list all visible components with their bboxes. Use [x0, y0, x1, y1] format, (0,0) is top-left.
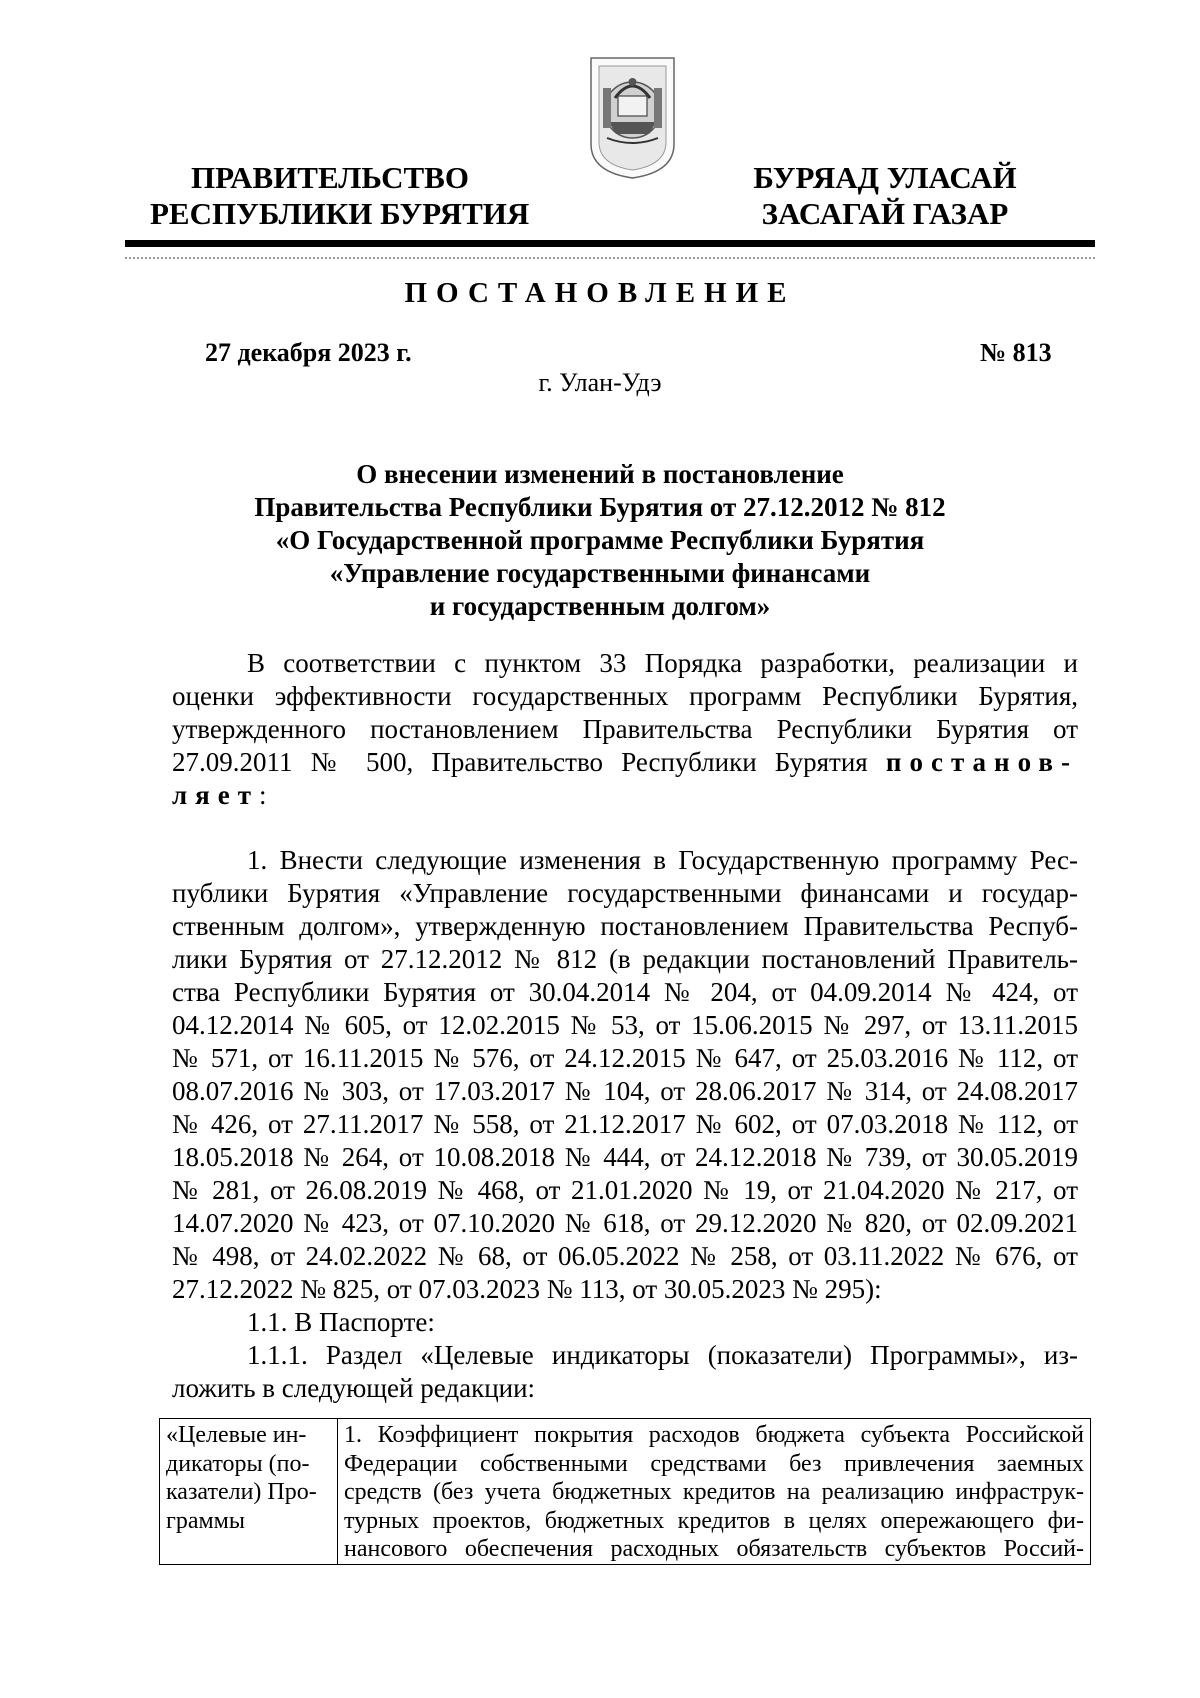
- passport-label-line: дикаторы (по-: [166, 1450, 310, 1477]
- header-left: [150, 160, 530, 232]
- clause-1-1-1-line: ложить в следующей редакции:: [172, 1373, 536, 1403]
- passport-content-cell: [338, 1419, 1091, 1565]
- passport-content-line: турных проектов, бюджетных кредитов в целях опережающего фи-: [344, 1507, 1084, 1534]
- clause1-line: 27.12.2022 № 825, от 07.03.2023 № 113, от 30.05.2023 № 295):: [172, 1274, 882, 1304]
- preamble-line-4: [172, 747, 1078, 778]
- clause1-line: 04.12.2014 № 605, от 12.02.2015 № 53, от 15.06.2015 № 297, от 13.11.2015: [172, 1010, 1078, 1040]
- preamble-colon: :: [259, 780, 267, 810]
- passport-content-line: 1. Коэффициент покрытия расходов бюджета субъекта Российской: [344, 1422, 1084, 1448]
- clause1-line: 14.07.2020 № 423, от 07.10.2020 № 618, от 29.12.2020 № 820, от 02.09.2021: [172, 1208, 1078, 1238]
- clause1-line: лики Бурятия от 27.12.2012 № 812 (в редакции постановлений Правитель-: [172, 944, 1078, 974]
- passport-content-line: нансового обеспечения расходных обязательств субъектов Россий-: [344, 1536, 1084, 1562]
- preamble-text: 27.09.2011 № 500, Правительство Республики Бурятия: [172, 747, 886, 777]
- clause1-line: 08.07.2016 № 303, от 17.03.2017 № 104, от 28.06.2017 № 314, от 24.08.2017: [172, 1076, 1078, 1106]
- header-left-line2: РЕСПУБЛИКИ БУРЯТИЯ: [150, 196, 530, 231]
- clause1-line: ственным долгом», утвержденную постановлением Правительства Респуб-: [172, 911, 1078, 941]
- clause1-line: 18.05.2018 № 264, от 10.08.2018 № 444, от 24.12.2018 № 739, от 30.05.2019: [172, 1142, 1078, 1172]
- passport-label-line: «Целевые ин-: [166, 1422, 307, 1448]
- subject-line: Правительства Республики Бурятия от 27.12.2012 № 812: [254, 492, 946, 522]
- clause1-line: № 281, от 26.08.2019 № 468, от 21.01.2020 № 19, от 21.04.2020 № 217, от: [172, 1175, 1078, 1205]
- clause1-line: № 498, от 24.02.2022 № 68, от 06.05.2022 № 258, от 03.11.2022 № 676, от: [172, 1241, 1078, 1271]
- subject-line: «Управление государственными финансами: [329, 558, 871, 588]
- document-number: № 813: [980, 338, 1052, 367]
- document-date: 27 декабря 2023 г.: [205, 338, 412, 367]
- header-right-line1: БУРЯАД УЛАСАЙ: [753, 160, 1017, 195]
- document-subject: [0, 458, 1200, 623]
- passport-content-line: средств (без учета бюджетных кредитов на реализацию инфраструк-: [344, 1479, 1084, 1505]
- clause1-line: ства Республики Бурятия от 30.04.2014 № 204, от 04.09.2014 № 424, от: [172, 977, 1078, 1007]
- passport-content-line: Федерации собственными средствами без привлечения заемных: [344, 1450, 1084, 1477]
- clause-1-1-1-line: 1.1.1. Раздел «Целевые индикаторы (показатели) Программы», из-: [247, 1340, 1078, 1370]
- coat-of-arms-icon: [585, 52, 680, 182]
- header-divider-thick: [125, 240, 1095, 247]
- preamble-decree-word: постанов-: [885, 747, 1078, 777]
- clause1-line: № 426, от 27.11.2017 № 558, от 21.12.2017 № 602, от 07.03.2018 № 112, от: [172, 1109, 1078, 1139]
- passport-label-line: граммы: [166, 1507, 245, 1534]
- subject-line: «О Государственной программе Республики Бурятия: [275, 525, 925, 555]
- clause1-line: № 571, от 16.11.2015 № 576, от 24.12.2015 № 647, от 25.03.2016 № 112, от: [172, 1043, 1078, 1073]
- header-right: [735, 160, 1035, 232]
- preamble-line: утвержденного постановлением Правительства Республики Бурятия от: [172, 714, 1078, 744]
- subject-line: и государственным долгом»: [429, 591, 771, 621]
- passport-label-cell: [160, 1419, 338, 1565]
- document-type-title: ПОСТАНОВЛЕНИЕ: [404, 277, 796, 309]
- passport-table: [159, 1418, 1091, 1565]
- clause1-line: 1. Внести следующие изменения в Государственную программу Рес-: [247, 845, 1078, 875]
- preamble-line: В соответствии с пунктом 33 Порядка разработки, реализации и: [247, 648, 1078, 678]
- clause1-line: публики Бурятия «Управление государственными финансами и государ-: [172, 878, 1078, 908]
- header-right-line2: ЗАСАГАЙ ГАЗАР: [761, 196, 1009, 231]
- header-left-line1: ПРАВИТЕЛЬСТВО: [191, 160, 469, 195]
- document-city: г. Улан-Удэ: [538, 368, 662, 397]
- preamble-line-5: [172, 780, 1078, 811]
- preamble-line: оценки эффективности государственных программ Республики Бурятия,: [172, 681, 1078, 711]
- clause-1-1: 1.1. В Паспорте:: [247, 1307, 435, 1337]
- header-divider-thin: [125, 257, 1095, 259]
- passport-label-line: казатели) Про-: [166, 1479, 317, 1505]
- table-row: [160, 1419, 1091, 1565]
- preamble-decree-word-end: ляет: [172, 780, 260, 810]
- subject-line: О внесении изменений в постановление: [356, 459, 844, 489]
